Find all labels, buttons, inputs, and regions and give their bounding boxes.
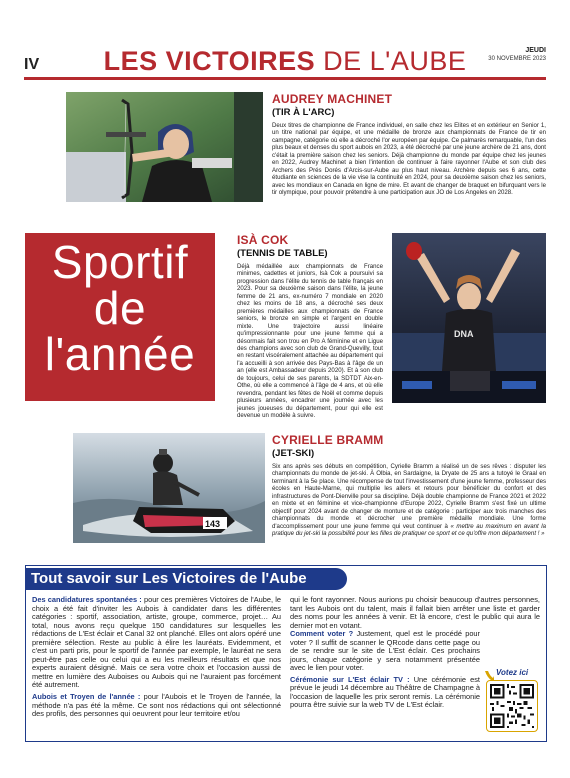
info-box-title: Tout savoir sur Les Victoires de l'Aube — [25, 568, 347, 590]
info-box-column-left — [32, 596, 281, 720]
info-lead-aubois: Aubois et Troyen de l'année : — [32, 692, 141, 702]
info-lead-voter: Comment voter ? — [290, 629, 354, 638]
article-1-sport: (TIR À L'ARC) — [272, 107, 335, 118]
page-title — [0, 46, 570, 77]
page-title-bold: LES VICTOIRES — [103, 46, 316, 76]
sportif-line-1: Sportif — [51, 236, 189, 288]
sportif-de-lannee-block — [25, 233, 215, 401]
info-paragraph-aubois — [32, 693, 281, 719]
vote-qr-code[interactable] — [486, 680, 538, 732]
svg-text:DNA: DNA — [454, 329, 474, 339]
article-3-body-text: Six ans après ses débuts en compétition, Cyrielle Bramm a réalisé un de ses rêves : disputer les championnats du monde de jet-ski. À Olbia, en Sardaigne, la Dryate de 25 ans a tutoyé le Graal en terminant à la 5e place. Une récompense de tout l'investissement d'une jeune femme, professeur des écoles en Haute-Marne, qui multiplie les allers et retours pour bénéficier du confort et des infrastructures de Pont-Dienville pour sa discipline. Déjà double championne de France 2021 et 2022 en mixte et en féminine et vice-championne d'Europe 2022, Cyrielle Bramm s'est fixé un ultime objectif pour 2024 avant de changer de monture et de catégorie : participer aux trois manches des championnats du monde et décrocher une première médaille mondiale. Une forme d'accomplissement pour une jeune femme qui veut continuer à — [272, 463, 546, 530]
article-2-sport: (TENNIS DE TABLE) — [237, 248, 328, 259]
qr-code-icon — [490, 684, 534, 728]
archer-photo — [66, 92, 263, 202]
svg-text:143: 143 — [205, 519, 221, 529]
info-text-ceremonie: Une cérémonie est prévue le jeudi 14 décembre au Théâtre de Champagne à l'occasion de laquelle les prix seront remis. La cérémonie pourra être suivie sur la web TV de L'Est éclair. — [290, 674, 480, 710]
info-box-column-right — [290, 630, 480, 711]
article-1-name: AUDREY MACHINET — [272, 92, 393, 106]
info-lead-candidatures: Des candidatures spontanées : — [32, 595, 142, 604]
article-2-name: ISÀ COK — [237, 233, 289, 247]
info-paragraph-candidatures — [32, 596, 281, 690]
article-1-body: Deux titres de championne de France individuel, en salle chez les Elites et en extérieur en Senior 1, un titre national par équipe, et une médaille de bronze aux championnats de France de tir en campagne, catégorie où elle a décroché l'or européen par équipe. Ce palmarès remarquable, l'un des plus beaux et denses du sport aubois en 2023, a été décroché par une jeune archère de 21 ans, dont c'était la première saison chez les seniors. Déjà championne du monde par équipe chez les jeunes en 2022, Audrey Machinet a bien l'intention de continuer à faire rayonner l'Aube et son club des Archers des Prés Dorés d'Arcis-sur-Aube au plus haut niveau. Archère depuis ses 6 ans, cette étudiante en sciences de la vie vise la continuité en 2024, pour sa deuxième saison chez les seniors, avec les mondiaux en Canada en ligne de mire. Et avant de changer de braquet en bifurquant vers le tir olympique, pour pouvoir prétendre à une participation aux JO de Los Angeles en 2028. — [272, 122, 547, 197]
info-lead-ceremonie: Cérémonie sur L'Est éclair TV : — [290, 674, 410, 684]
info-text-voter: Justement, quel est le procédé pour voter ? Il suffit de scanner le QRcode dans cette page ou de se rendre sur le site de L'Est éclair. Ces prochains jours, chaque catégorie y sera notamment présentée avec le lien pour voter. — [290, 629, 480, 673]
page-number: IV — [24, 56, 40, 73]
page-title-light: DE L'AUBE — [315, 46, 467, 76]
info-box-column-right-top — [290, 596, 540, 631]
info-paragraph-voter — [290, 630, 480, 673]
info-text-candidatures: pour ces premières Victoires de l'Aube, le choix a été fait d'inviter les Aubois à candidater dans les différentes catégories : sportif, association, artiste, groupe, commerce, projet… Au total, nous avons reçu quelque 150 candidatures sur lesquelles les rédactions de L'Est éclair et Canal 32 ont planché. Elles ont alors opéré une première sélection. Reste au public à élire les lauréats. Evidemment, et c'est un parti pris, pour le sportif de l'année par exemple, le lauréat ne sera peut-être pas celle ou celui qui a eu les meilleurs résultats et que nos experts auraient désigné. Mais ce sera votre choix et l'occasion aussi de mettre en lumière des Auboises ou Aubois qui ne l'auraient pas forcément été autrement. — [32, 595, 281, 690]
sportif-line-2: de — [93, 282, 147, 334]
article-3-body — [272, 463, 546, 538]
info-paragraph-ceremonie — [290, 676, 480, 710]
issue-date: 30 NOVEMBRE 2023 — [488, 56, 546, 62]
article-3-name: CYRIELLE BRAMM — [272, 433, 384, 447]
vote-label: Votez ici — [496, 668, 529, 677]
article-3-sport: (JET-SKI) — [272, 448, 315, 459]
issue-day: JEUDI — [525, 47, 546, 54]
jet-ski-photo — [73, 433, 265, 543]
table-tennis-photo — [392, 233, 546, 403]
sportif-line-3: l'année — [44, 328, 196, 380]
article-3-quote: « mettre au maximum en avant la pratique du jet-ski la possibilité pour les filles de pratiquer ce sport et ce qu'offre mon département ! » — [272, 522, 546, 538]
article-2-body: Déjà médaillée aux championnats de France minimes, cadettes et juniors, Isà Cok a poursuivi sa progression dans l'élite du tennis de table français en 2023. Pour sa deuxième saison dans l'élite, la jeune femme de 21 ans, ex-numéro 7 mondiale en 2020 chez les moins de 18 ans, a décroché ses deux premières médailles aux championnats de France seniors, le bronze en simple et l'argent en double mixte. Une trajectoire aussi linéaire qu'impressionnante pour une jeune femme qui a désormais fait son trou en Pro A féminine et en Ligue des champions avec son club de Grand-Quevilly, tout en restant viscéralement attachée au département qui l'a accueilli à son arrivée des Pays-Bas à l'âge de un an (elle est Ambassadeur depuis 2020). Et à son club de toujours, celui de ses parents, la SDTDT Aix-en-Othe, où elle a commencé à l'âge de 4 ans, et où elle revendra, pendant les fêtes de Noël et comme depuis plusieurs années, encadrer une journée avec les jeunes joueuses du département, pour qui elle est devenue un modèle à suivre. — [237, 263, 383, 420]
header-rule — [24, 77, 546, 80]
info-paragraph-continued: qui le font rayonner. Nous aurions pu choisir beaucoup d'autres personnes, tant les Aubois ont du talent, mais il fallait bien arrêter une liste et garder des noms pour les années à venir. Et là encore, c'est le public qui aura le dernier mot en votant. — [290, 595, 540, 630]
info-text-aubois: pour l'Aubois et le Troyen de l'année, la méthode n'a pas été la même. Ce sont nos rédactions qui ont sélectionné des profils, des personnes qui oeuvrent pour leur territoire et/ou — [32, 692, 281, 719]
